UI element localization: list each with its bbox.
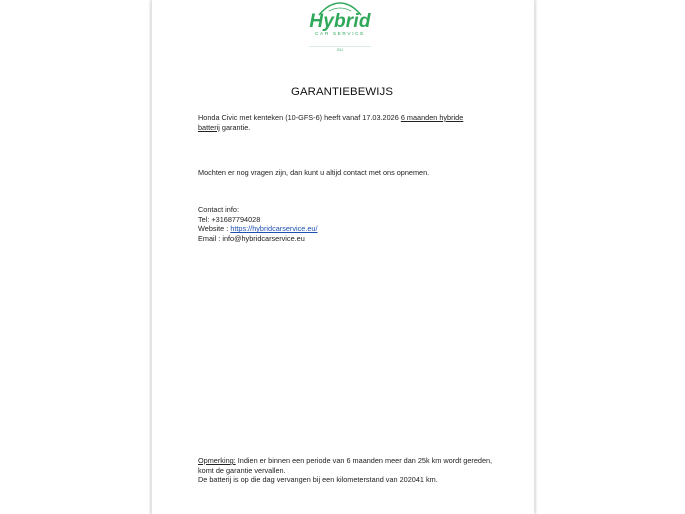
website-link[interactable]: https://hybridcarservice.eu/ (230, 224, 318, 234)
logo-wordmark: Hybrid (309, 11, 371, 32)
warranty-battery: batterij (198, 122, 220, 132)
logo-tagline: CAR SERVICE (314, 32, 366, 37)
remark-label: Opmerking: (198, 456, 236, 465)
contact-sentence: Mochten er nog vragen zijn, dan kunt u altijd contact met ons opnemen. (198, 168, 430, 177)
contact-heading: Contact info: (198, 205, 239, 214)
intro-text: Honda Civic met kenteken (10-GFS-6) heeft vanaf 17.03.2026 (198, 113, 401, 122)
contact-phone: Tel: +31687794028 (198, 214, 261, 224)
logo-suffix: EU (337, 47, 343, 52)
remark-block (198, 456, 498, 485)
intro-suffix: garantie. (219, 122, 251, 132)
remark-line-1: Indien er binnen een periode van 6 maanden meer dan 25k km wordt gereden, (235, 456, 493, 465)
website-label: Website : (198, 224, 231, 234)
document-title: GARANTIEBEWIJS (290, 86, 394, 98)
remark-line-3: De batterij is op die dag vervangen bij een kilometerstand van 202041 km. (198, 475, 438, 485)
warranty-paragraph (198, 113, 488, 132)
contact-block (198, 205, 498, 243)
contact-website (198, 224, 498, 234)
document-page (151, 0, 535, 514)
remark-line-2: komt de garantie vervallen. (198, 465, 286, 475)
contact-email: Email : info@hybridcarservice.eu (198, 233, 305, 243)
brand-logo (307, 2, 373, 52)
warranty-duration: 6 maanden hybride (400, 113, 464, 122)
